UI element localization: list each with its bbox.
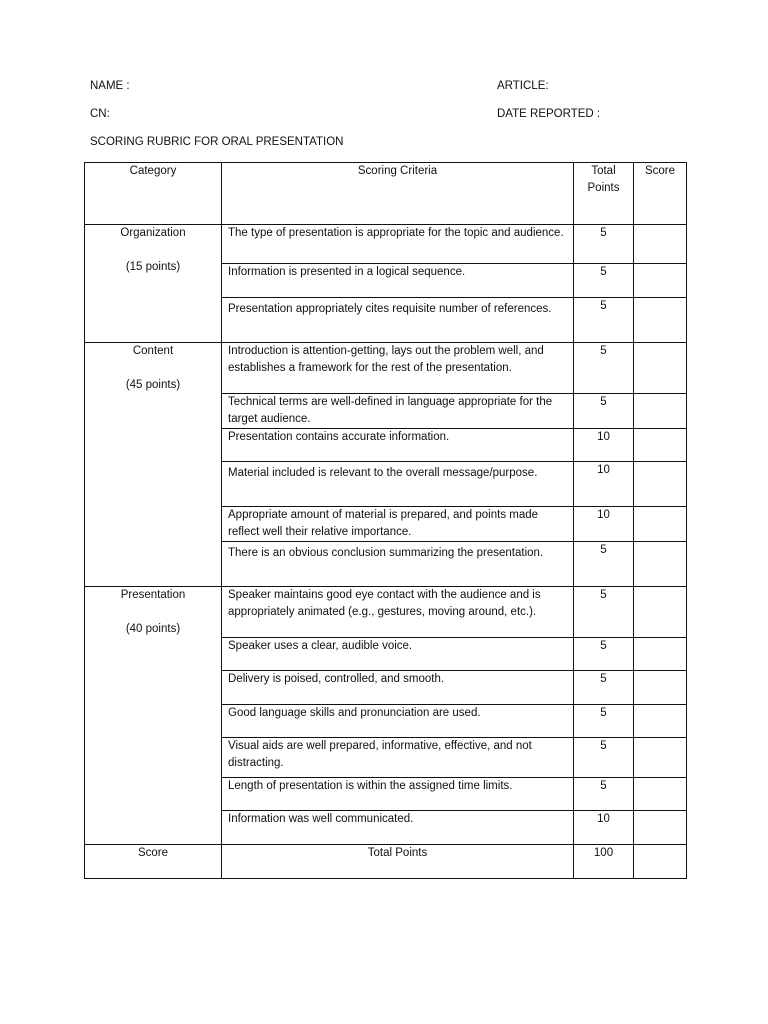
- cn-label: CN:: [90, 108, 110, 120]
- criteria-cell: Speaker uses a clear, audible voice.: [222, 638, 574, 671]
- category-name: Organization: [120, 227, 186, 239]
- scoring-criteria-header: Scoring Criteria: [222, 163, 574, 225]
- total-points-value: 100: [574, 845, 634, 879]
- criteria-cell: Speaker maintains good eye contact with the audience and is appropriately animated (e.g., gestures, moving around, etc.).: [222, 587, 574, 638]
- points-cell: 5: [574, 225, 634, 264]
- article-label: ARTICLE:: [497, 80, 549, 92]
- category-points: (45 points): [125, 379, 181, 391]
- criteria-cell: Introduction is attention-getting, lays out the problem well, and establishes a framework for the rest of the presentation.: [222, 343, 574, 394]
- points-cell: 5: [574, 542, 634, 587]
- score-cell[interactable]: [634, 638, 687, 671]
- category-header: Category: [85, 163, 222, 225]
- date-reported-label: DATE REPORTED :: [497, 108, 601, 120]
- criteria-cell: Good language skills and pronunciation are used.: [222, 705, 574, 738]
- criteria-cell: There is an obvious conclusion summarizing the presentation.: [222, 542, 574, 587]
- category-name: Content: [132, 345, 174, 357]
- total-points-footer-label: Total Points: [222, 845, 574, 879]
- score-cell[interactable]: [634, 394, 687, 429]
- criteria-cell: Presentation appropriately cites requisite number of references.: [222, 298, 574, 343]
- header-row: [85, 163, 687, 225]
- points-cell: 10: [574, 507, 634, 542]
- table-row: [85, 343, 687, 394]
- score-cell[interactable]: [634, 298, 687, 343]
- table-row: [85, 587, 687, 638]
- score-cell[interactable]: [634, 507, 687, 542]
- points-cell: 5: [574, 638, 634, 671]
- points-cell: 10: [574, 811, 634, 845]
- criteria-cell: Visual aids are well prepared, informative, effective, and not distracting.: [222, 738, 574, 778]
- criteria-cell: Delivery is poised, controlled, and smooth.: [222, 671, 574, 705]
- criteria-cell: Information is presented in a logical sequence.: [222, 264, 574, 298]
- score-cell[interactable]: [634, 264, 687, 298]
- score-cell[interactable]: [634, 671, 687, 705]
- category-content: [85, 343, 222, 587]
- criteria-cell: Length of presentation is within the assigned time limits.: [222, 778, 574, 811]
- points-cell: 5: [574, 343, 634, 394]
- score-footer-label: Score: [85, 845, 222, 879]
- category-points: (15 points): [125, 261, 181, 273]
- criteria-cell: Material included is relevant to the overall message/purpose.: [222, 462, 574, 507]
- score-header: Score: [634, 163, 687, 225]
- criteria-cell: Information was well communicated.: [222, 811, 574, 845]
- table-row: [85, 225, 687, 264]
- points-cell: 10: [574, 462, 634, 507]
- score-cell[interactable]: [634, 587, 687, 638]
- category-presentation: [85, 587, 222, 845]
- score-cell[interactable]: [634, 343, 687, 394]
- rubric-title: SCORING RUBRIC FOR ORAL PRESENTATION: [90, 136, 344, 148]
- score-cell[interactable]: [634, 738, 687, 778]
- points-cell: 5: [574, 778, 634, 811]
- points-cell: 5: [574, 587, 634, 638]
- points-cell: 5: [574, 394, 634, 429]
- points-cell: 5: [574, 671, 634, 705]
- rubric-table: [84, 162, 687, 879]
- score-cell[interactable]: [634, 811, 687, 845]
- name-label: NAME :: [90, 80, 130, 92]
- total-score-cell[interactable]: [634, 845, 687, 879]
- score-cell[interactable]: [634, 542, 687, 587]
- criteria-cell: Technical terms are well-defined in language appropriate for the target audience.: [222, 394, 574, 429]
- score-cell[interactable]: [634, 462, 687, 507]
- score-cell[interactable]: [634, 705, 687, 738]
- criteria-cell: The type of presentation is appropriate for the topic and audience.: [222, 225, 574, 264]
- category-organization: [85, 225, 222, 343]
- points-cell: 5: [574, 705, 634, 738]
- score-cell[interactable]: [634, 778, 687, 811]
- category-points: (40 points): [125, 623, 181, 635]
- points-cell: 10: [574, 429, 634, 462]
- points-cell: 5: [574, 298, 634, 343]
- category-name: Presentation: [120, 589, 186, 601]
- totals-row: [85, 845, 687, 879]
- total-points-header: Total Points: [574, 163, 634, 225]
- criteria-cell: Presentation contains accurate information.: [222, 429, 574, 462]
- score-cell[interactable]: [634, 225, 687, 264]
- points-cell: 5: [574, 264, 634, 298]
- points-cell: 5: [574, 738, 634, 778]
- score-cell[interactable]: [634, 429, 687, 462]
- criteria-cell: Appropriate amount of material is prepared, and points made reflect well their relative importance.: [222, 507, 574, 542]
